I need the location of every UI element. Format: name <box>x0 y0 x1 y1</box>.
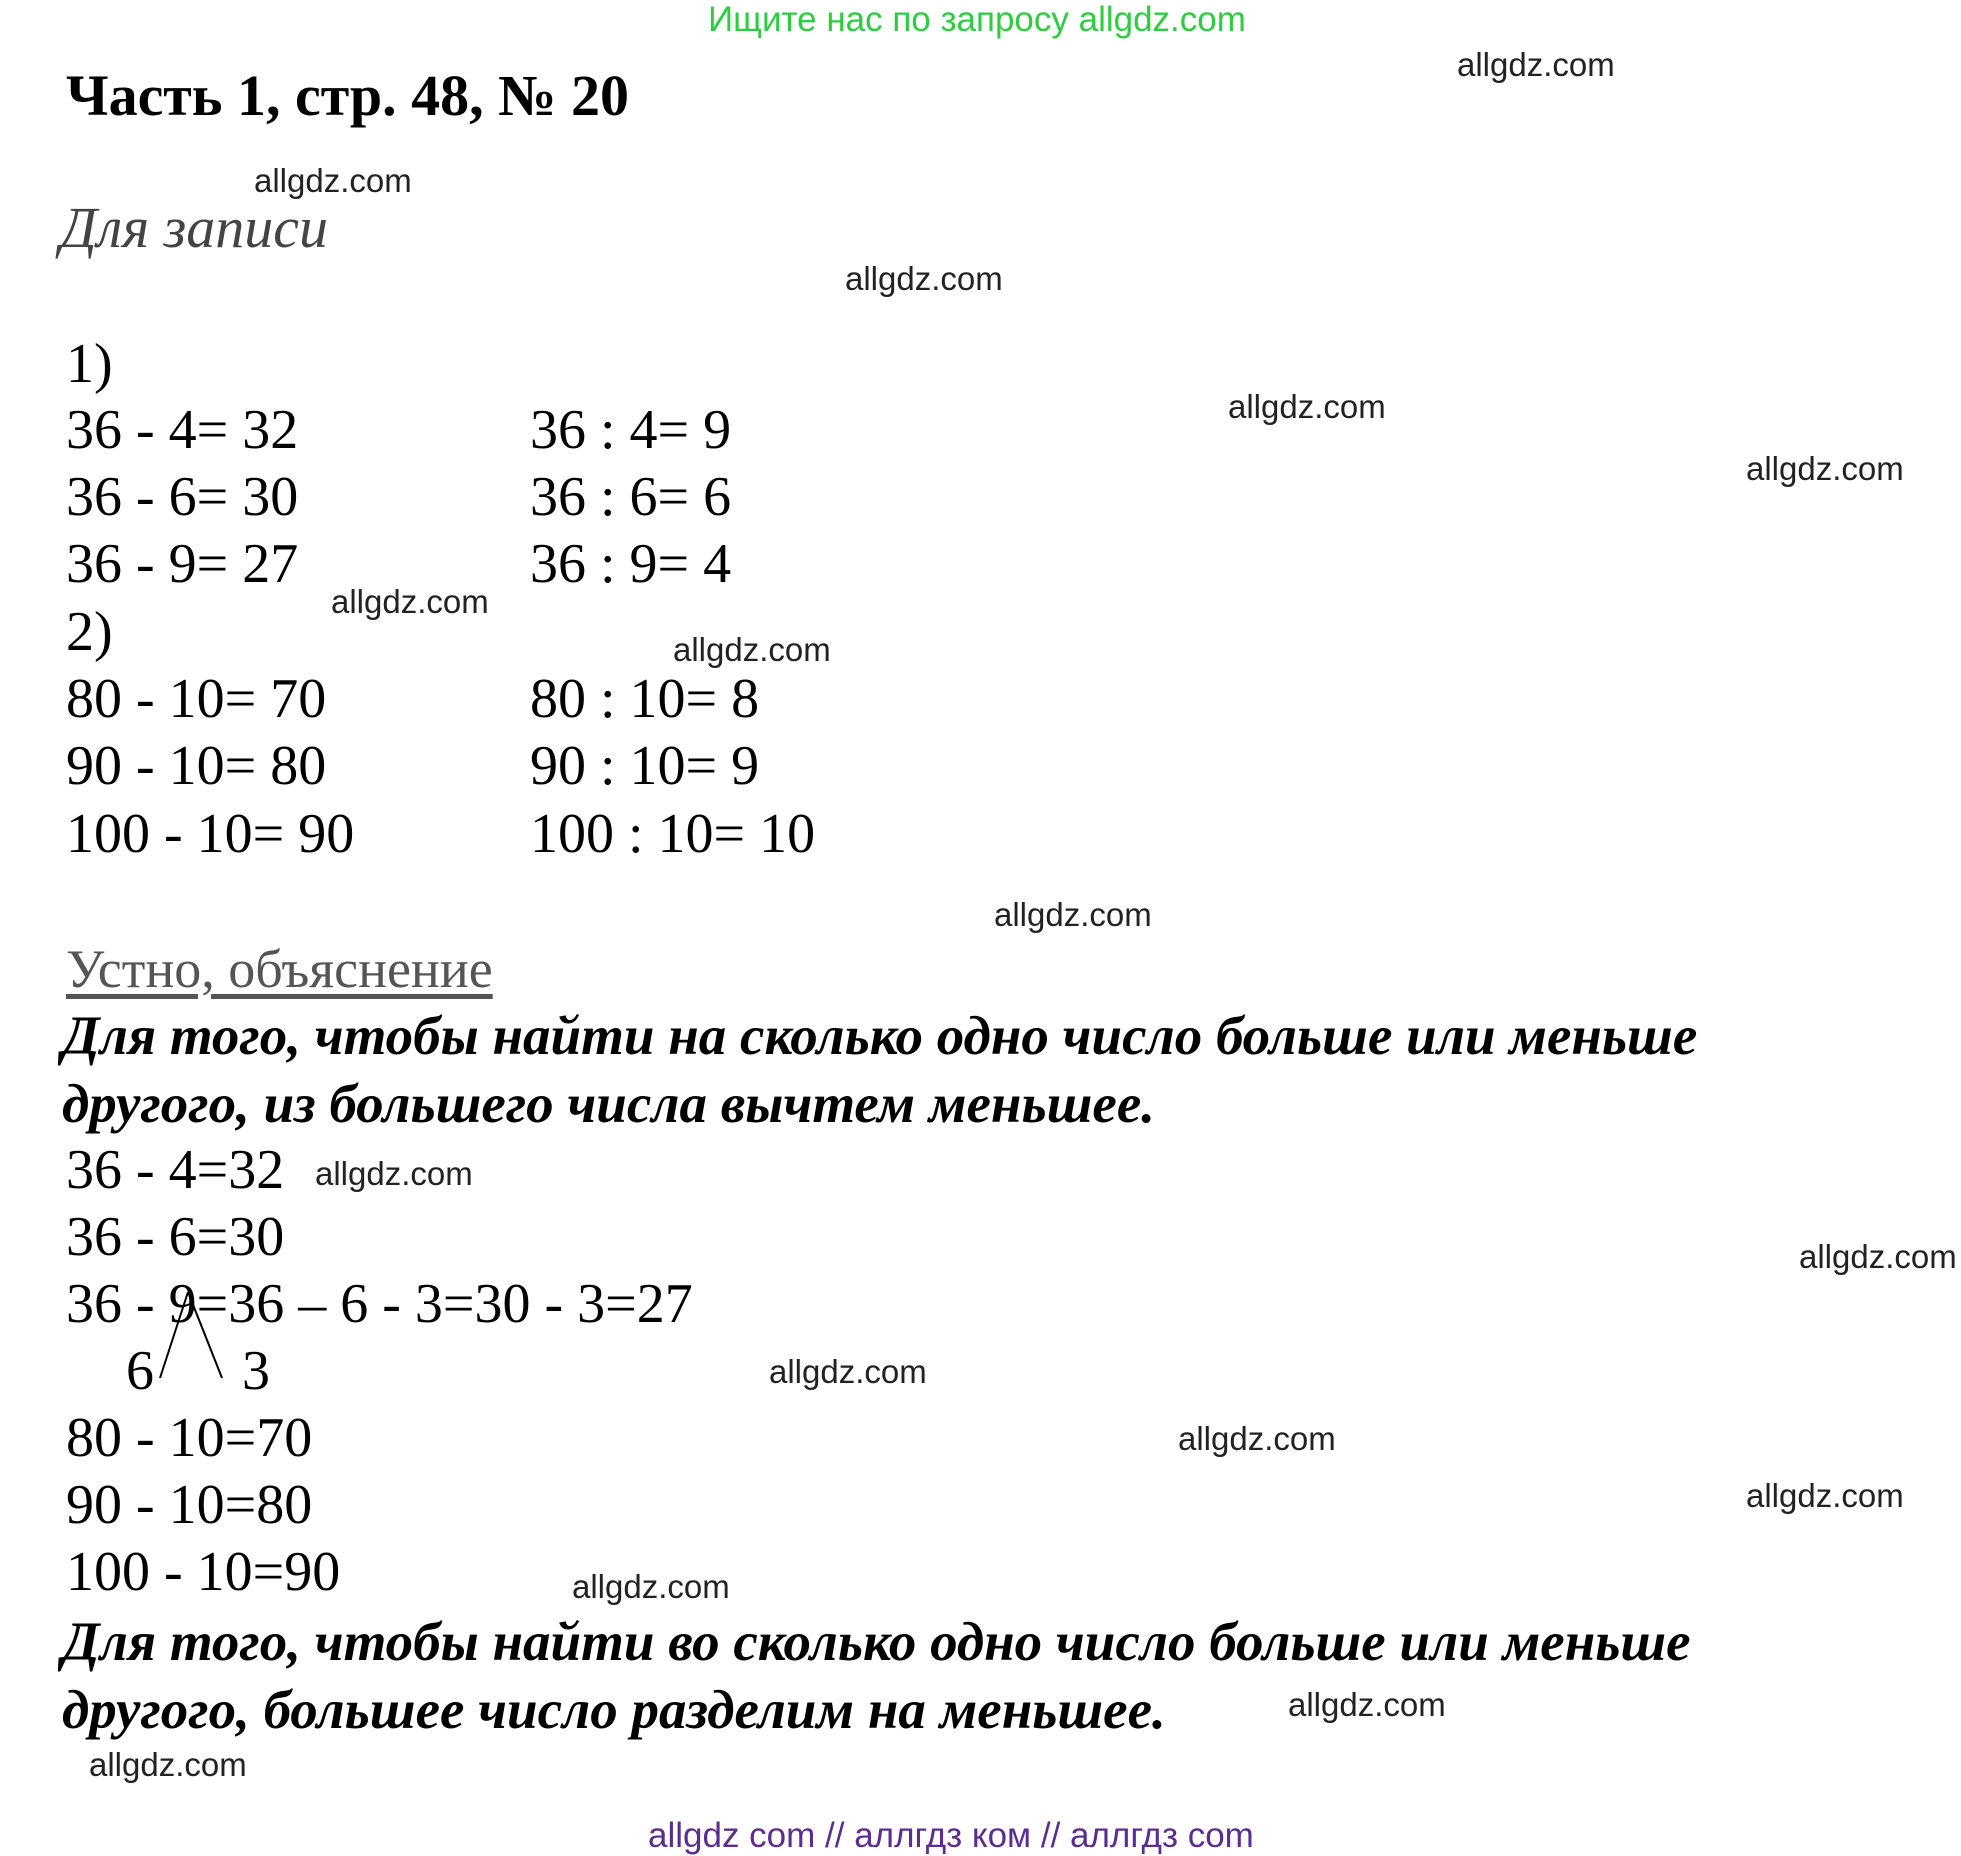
oral-eq-6: 100 - 10=90 <box>66 1541 341 1603</box>
part1-left-eq-2: 36 - 6= 30 <box>66 466 299 528</box>
part2-left-eq-1: 80 - 10= 70 <box>66 668 327 730</box>
part2-right-eq-1: 80 : 10= 8 <box>530 668 760 730</box>
watermark: allgdz.com <box>673 631 831 668</box>
oral-eq-3: 36 - 9=36 – 6 - 3=30 - 3=27 <box>66 1273 693 1335</box>
footer-text: allgdz com // аллгдз ком // аллгдз com <box>648 1816 1254 1855</box>
rule2-line-2: другого, большее число разделим на меньшее. <box>62 1679 1166 1740</box>
watermark: allgdz.com <box>572 1568 730 1605</box>
watermark: allgdz.com <box>1746 450 1904 487</box>
watermark: allgdz.com <box>254 162 412 199</box>
watermark: allgdz.com <box>331 583 489 620</box>
oral-eq-4: 80 - 10=70 <box>66 1407 313 1469</box>
watermark: allgdz.com <box>769 1353 927 1390</box>
watermark: allgdz.com <box>89 1746 247 1783</box>
watermark: allgdz.com <box>1288 1686 1446 1723</box>
top-banner: Ищите нас по запросу allgdz.com <box>708 0 1246 39</box>
split-left: 6 <box>126 1340 154 1402</box>
watermark: allgdz.com <box>315 1155 473 1192</box>
part1-right-eq-2: 36 : 6= 6 <box>530 466 732 528</box>
part2-label: 2) <box>66 601 113 663</box>
oral-heading: Устно, объяснение <box>66 939 493 999</box>
oral-eq-1: 36 - 4=32 <box>66 1139 285 1201</box>
split-lines <box>150 1290 240 1380</box>
section-record-heading: Для записи <box>60 195 329 260</box>
rule2-line-1: Для того, чтобы найти во сколько одно число больше или меньше <box>62 1611 1691 1672</box>
part1-left-eq-1: 36 - 4= 32 <box>66 399 299 461</box>
oral-eq-5: 90 - 10=80 <box>66 1474 313 1536</box>
watermark: allgdz.com <box>1457 46 1615 83</box>
rule1-line-2: другого, из большего числа вычтем меньшее. <box>62 1073 1155 1134</box>
part2-right-eq-2: 90 : 10= 9 <box>530 735 760 797</box>
watermark: allgdz.com <box>1799 1238 1957 1275</box>
part2-left-eq-3: 100 - 10= 90 <box>66 803 355 865</box>
watermark: allgdz.com <box>1228 388 1386 425</box>
rule1-line-1: Для того, чтобы найти на сколько одно число больше или меньше <box>62 1005 1698 1066</box>
part1-right-eq-3: 36 : 9= 4 <box>530 533 732 595</box>
part2-left-eq-2: 90 - 10= 80 <box>66 735 327 797</box>
watermark: allgdz.com <box>845 260 1003 297</box>
part1-label: 1) <box>66 333 113 395</box>
part1-right-eq-1: 36 : 4= 9 <box>530 399 732 461</box>
oral-eq-2: 36 - 6=30 <box>66 1206 285 1268</box>
part2-right-eq-3: 100 : 10= 10 <box>530 803 816 865</box>
page-title: Часть 1, стр. 48, № 20 <box>66 63 629 128</box>
part1-left-eq-3: 36 - 9= 27 <box>66 533 299 595</box>
split-right: 3 <box>242 1340 270 1402</box>
watermark: allgdz.com <box>994 896 1152 933</box>
watermark: allgdz.com <box>1746 1477 1904 1514</box>
watermark: allgdz.com <box>1178 1420 1336 1457</box>
